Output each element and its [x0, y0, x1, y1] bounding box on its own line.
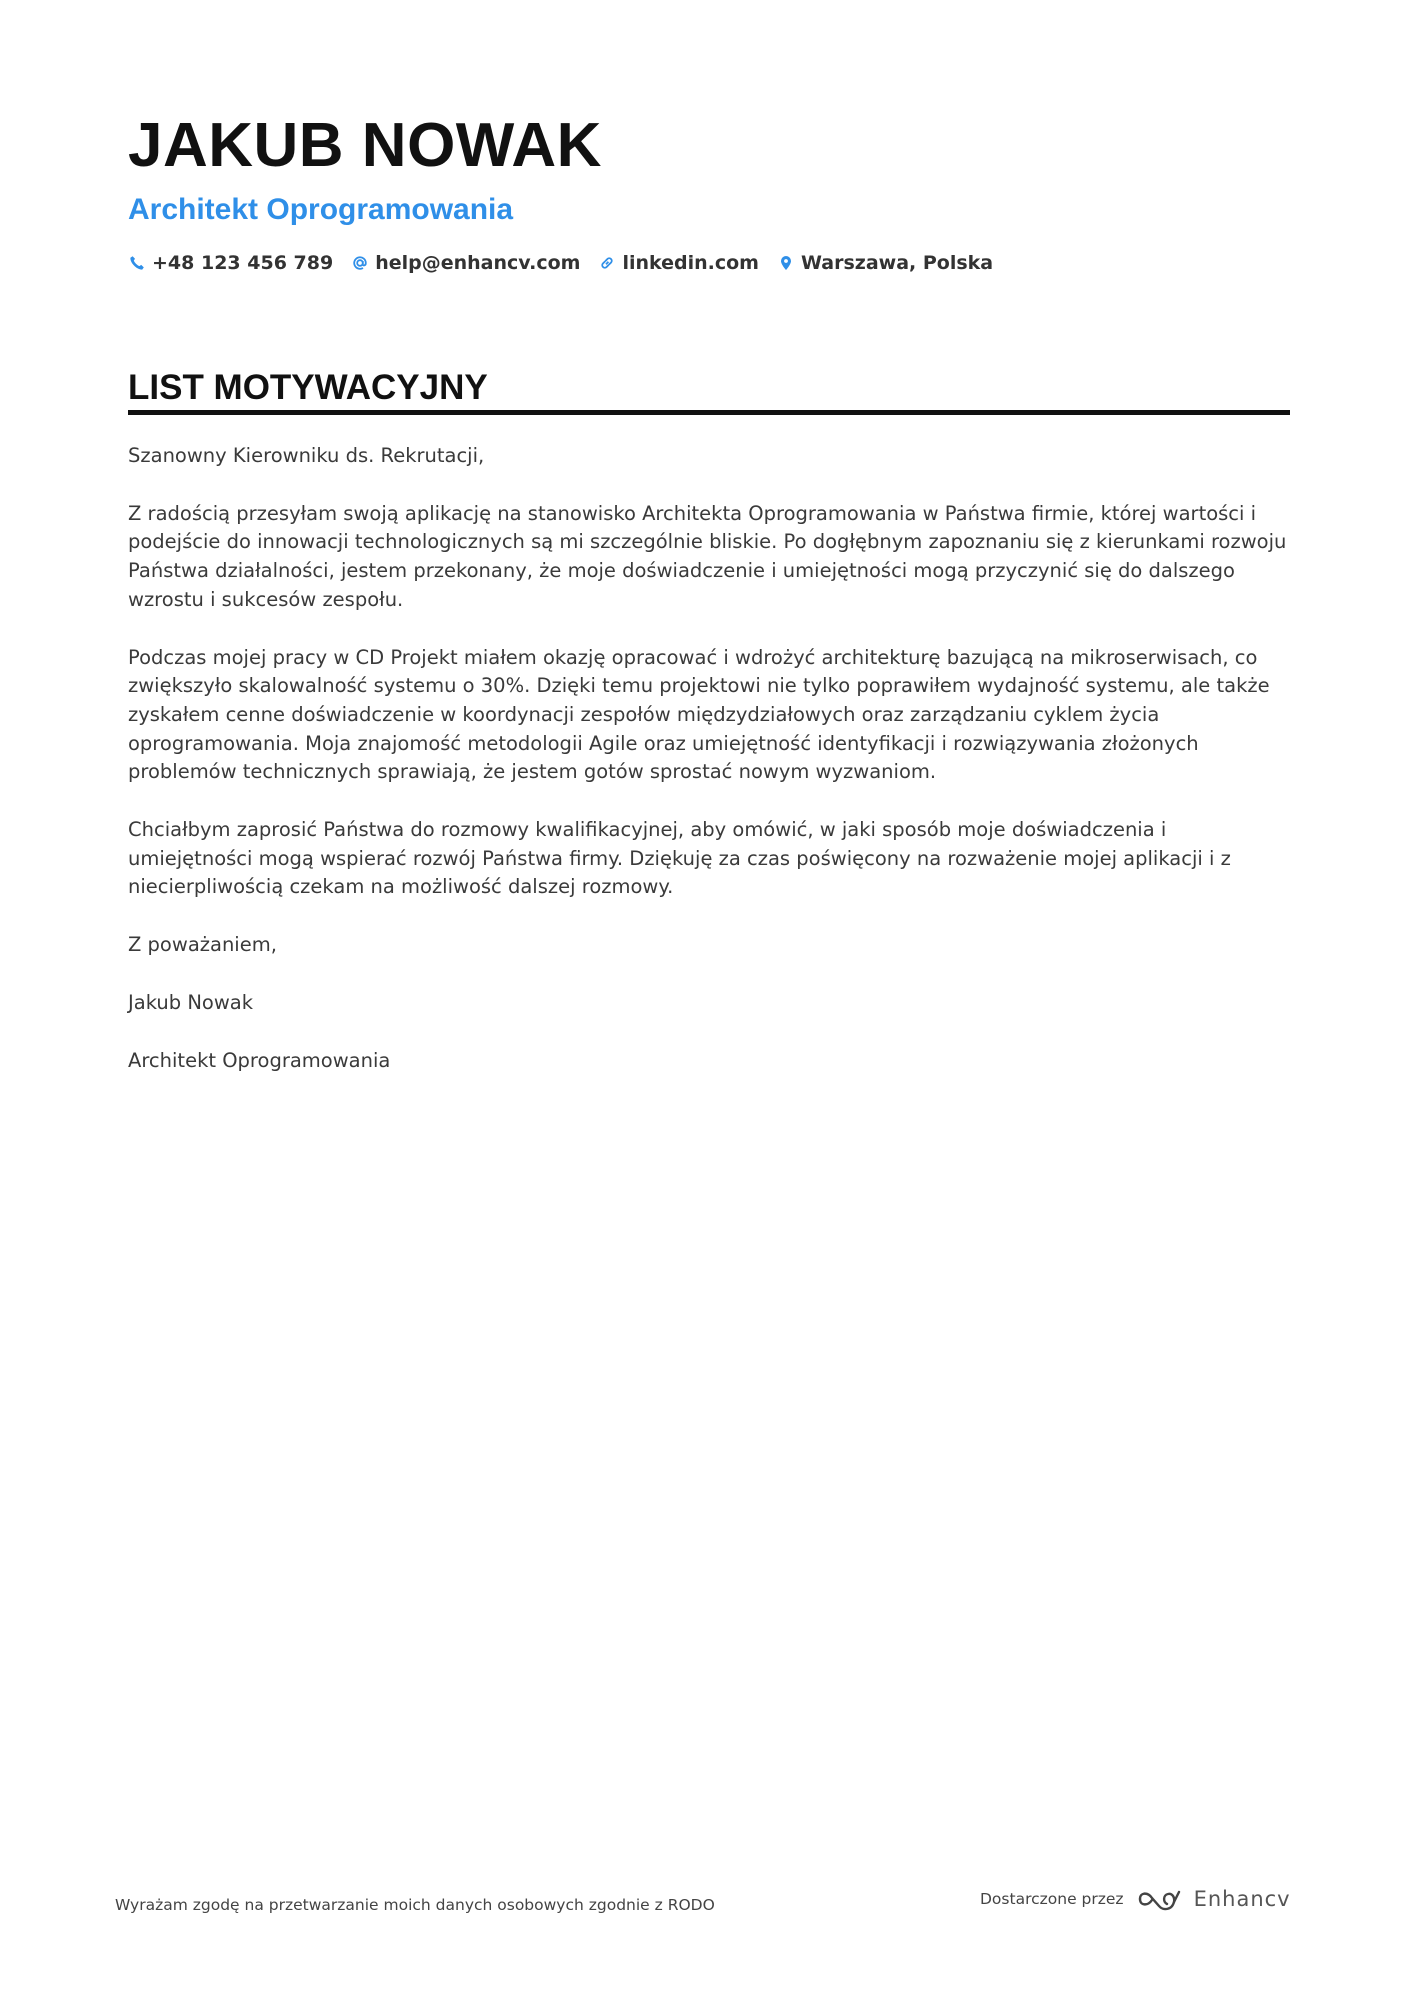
- section-divider: [128, 410, 1290, 415]
- contact-email: [351, 252, 580, 274]
- contact-linkedin-text[interactable]: linkedin.com: [622, 252, 759, 274]
- letter-paragraph: Chciałbym zaprosić Państwa do rozmowy kwalifikacyjnej, aby omówić, w jaki sposób moje doświadczenia i umiejętności mogą wspierać rozwój Państwa firmy. Dziękuję za czas poświęcony na rozważenie mojej aplikacji i z niecierpliwością czekam na możliwość dalszej rozmowy.: [128, 818, 1231, 899]
- gdpr-consent: Wyrażam zgodę na przetwarzanie moich danych osobowych zgodnie z RODO: [115, 1896, 715, 1914]
- signature-title: Architekt Oprogramowania: [128, 1048, 391, 1072]
- powered-by[interactable]: [980, 1886, 1291, 1912]
- at-icon: [351, 254, 369, 272]
- phone-icon: [128, 254, 146, 272]
- contact-email-text[interactable]: help@enhancv.com: [375, 252, 581, 274]
- signature-name: Jakub Nowak: [128, 990, 254, 1014]
- contact-info: [128, 252, 1011, 274]
- section-title: LIST MOTYWACYJNY: [128, 368, 488, 407]
- applicant-title: Architekt Oprogramowania: [128, 193, 514, 226]
- enhancv-logo-icon: [1136, 1886, 1182, 1912]
- contact-phone: [128, 252, 333, 274]
- contact-location-text: Warszawa, Polska: [800, 252, 994, 274]
- contact-linkedin: [598, 252, 759, 274]
- location-pin-icon: [777, 254, 795, 272]
- letter-paragraph: Z radością przesyłam swoją aplikację na stanowisko Architekta Oprogramowania w Państwa firmie, której wartości i podejście do innowacji technologicznych są mi szczególnie bliskie. Po dogłębnym zapoznaniu się z kierunkami rozwoju Państwa działalności, jestem przekonany, że moje doświadczenie i umiejętności mogą przyczynić się do dalszego wzrostu i sukcesów zespołu.: [128, 501, 1287, 611]
- contact-phone-text[interactable]: +48 123 456 789: [152, 252, 334, 274]
- letter-closing: Z poważaniem,: [128, 933, 277, 957]
- enhancv-brand: Enhancv: [1193, 1887, 1291, 1911]
- contact-location: [777, 252, 993, 274]
- letter-body: [128, 442, 1290, 1104]
- letter-paragraph: Podczas mojej pracy w CD Projekt miałem okazję opracować i wdrożyć architekturę bazującą na mikroserwisach, co zwiększyło skalowalność systemu o 30%. Dzięki temu projektowi nie tylko poprawiłem wydajność systemu, ale także zyskałem cenne doświadczenie w koordynacji zespołów międzydziałowych oraz zarządzaniu cyklem życia oprogramowania. Moja znajomość metodologii Agile oraz umiejętność identyfikacji i rozwiązywania złożonych problemów technicznych sprawiają, że jestem gotów sprostać nowym wyzwaniom.: [128, 645, 1270, 784]
- applicant-name: JAKUB NOWAK: [128, 111, 602, 180]
- letter-greeting: Szanowny Kierowniku ds. Rekrutacji,: [128, 444, 485, 467]
- link-icon: [598, 254, 616, 272]
- powered-by-label: Dostarczone przez: [980, 1890, 1124, 1908]
